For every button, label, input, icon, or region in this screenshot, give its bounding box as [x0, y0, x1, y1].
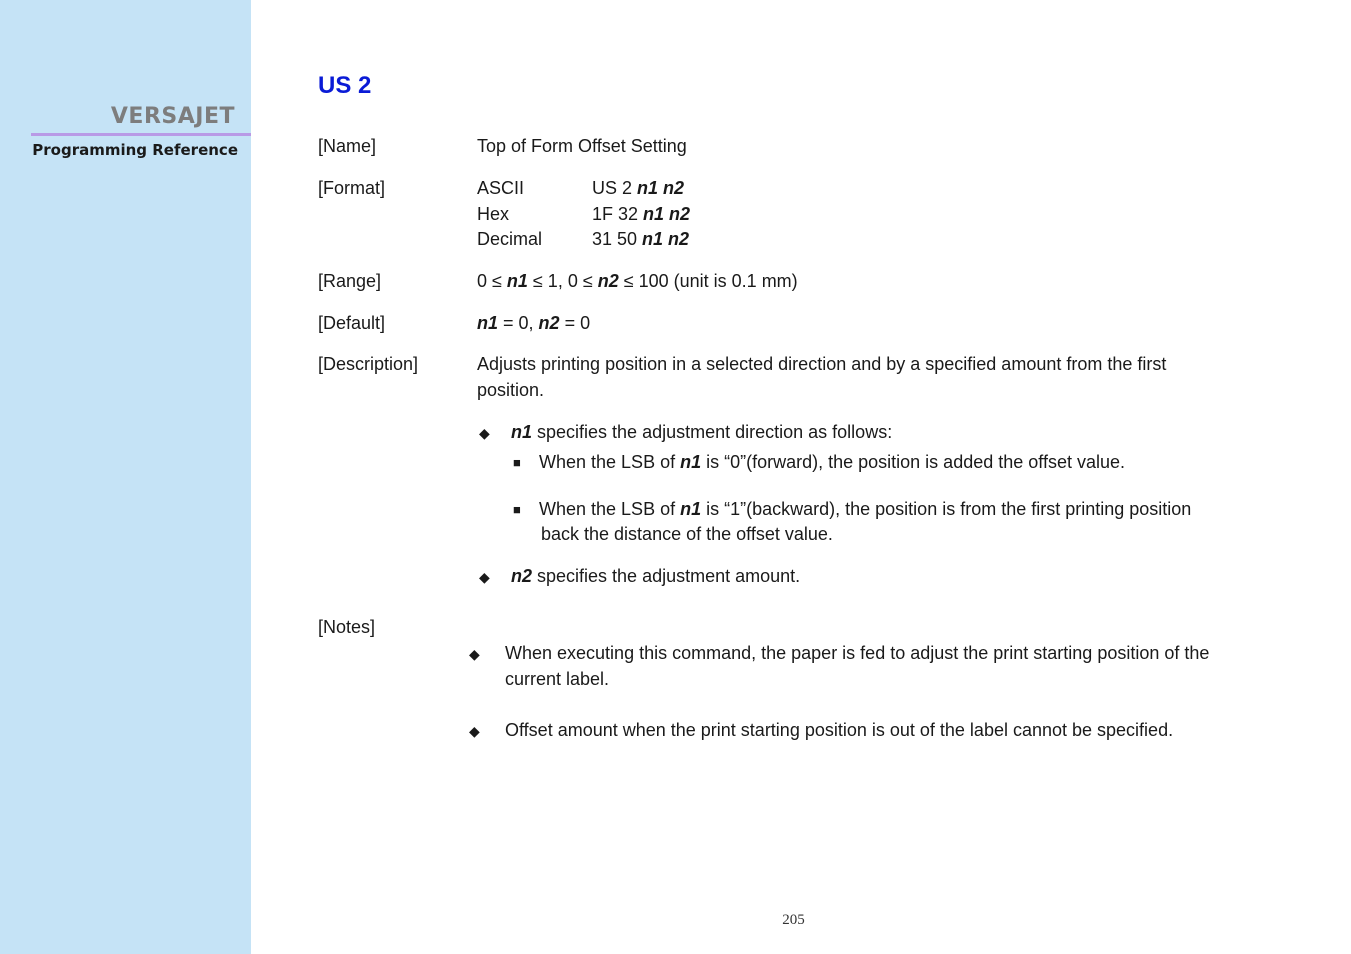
note-1-line2: current label. [505, 669, 610, 689]
page-number: 205 [782, 912, 805, 928]
diamond-bullet-icon: ◆ [479, 569, 490, 585]
diamond-bullet-icon: ◆ [479, 425, 490, 441]
label-format: [Format] [318, 178, 386, 198]
brand-logo-text: VERSAJET [110, 104, 235, 129]
description-intro: Adjusts printing position in a selected direction and by a specified amount from the first position. [477, 354, 1167, 400]
name-value: Top of Form Offset Setting [477, 136, 687, 156]
default-value: n1 = 0, n2 = 0 [477, 313, 591, 333]
sidebar [0, 0, 251, 954]
label-name: [Name] [318, 136, 377, 156]
square-bullet-icon: ■ [513, 502, 521, 517]
label-default: [Default] [318, 313, 386, 333]
page-title: US 2 [318, 72, 372, 99]
description-sub-backward: When the LSB of n1 is “1”(backward), the position is from the first printing position [539, 499, 1192, 519]
diamond-bullet-icon: ◆ [469, 723, 480, 739]
description-bullet-n1: n1 specifies the adjustment direction as follows: [511, 422, 893, 442]
description-sub-backward-cont: back the distance of the offset value. [541, 524, 833, 544]
note-2-line1: Offset amount when the print starting position is out of the label cannot be specified. [505, 720, 1174, 740]
label-notes: [Notes] [318, 617, 376, 637]
label-description: [Description] [318, 354, 419, 374]
format-value-decimal: 31 50 n1 n2 [592, 229, 690, 249]
doc-subtitle: Programming Reference [32, 141, 238, 159]
square-bullet-icon: ■ [513, 455, 521, 470]
format-value-hex: 1F 32 n1 n2 [592, 204, 691, 224]
label-range: [Range] [318, 271, 382, 291]
diamond-bullet-icon: ◆ [469, 646, 480, 662]
format-key-ascii: ASCII [477, 178, 525, 198]
description-bullet-n2: n2 specifies the adjustment amount. [511, 566, 801, 586]
description-sub-forward: When the LSB of n1 is “0”(forward), the position is added the offset value. [539, 452, 1125, 472]
range-value: 0 ≤ n1 ≤ 1, 0 ≤ n2 ≤ 100 (unit is 0.1 mm) [477, 271, 798, 291]
note-1-line1: When executing this command, the paper is fed to adjust the print starting position of the [505, 643, 1210, 663]
format-key-hex: Hex [477, 204, 510, 224]
brand-divider [31, 133, 251, 136]
format-key-decimal: Decimal [477, 229, 543, 249]
format-value-ascii: US 2 n1 n2 [592, 178, 685, 198]
